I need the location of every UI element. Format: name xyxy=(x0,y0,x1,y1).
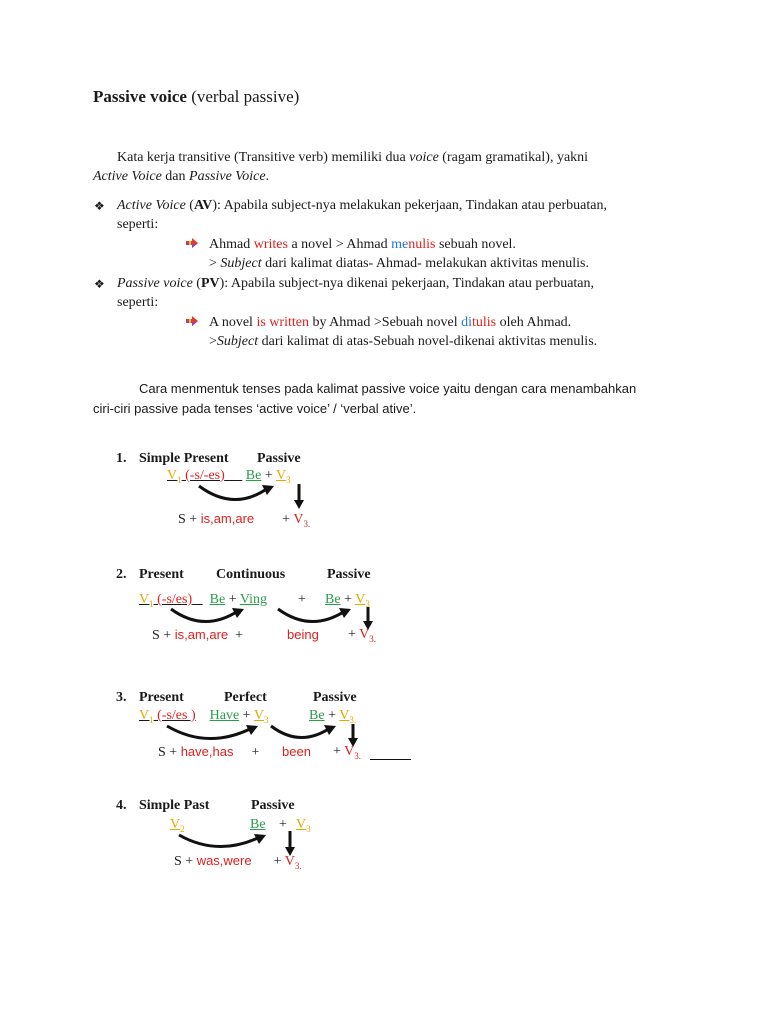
howto-line-2: ciri-ciri passive pada tenses ‘active voice’ / ‘verbal ative’. xyxy=(93,401,417,416)
section-3-passive: Passive xyxy=(313,690,357,705)
section-4-plus: + xyxy=(279,817,287,832)
section-2-heading-1: Present xyxy=(139,567,184,582)
section-2-number: 2. xyxy=(116,567,127,582)
section-4-be: Be xyxy=(250,817,266,832)
section-3-result: S + have,has + xyxy=(158,744,260,760)
section-3-result-v3: + $V_{3.}$ xyxy=(333,744,362,761)
section-1-result: $S + is,am,are + V_{3.}$ xyxy=(178,511,311,529)
down-arrow-icon xyxy=(293,484,305,510)
active-note: > Subject dari kalimat diatas- Ahmad- melakukan aktivitas menulis. xyxy=(209,256,589,271)
intro-line-2: Active Voice dan Passive Voice. xyxy=(93,169,270,184)
arrow-bullet-icon xyxy=(186,237,198,249)
section-1-passive: Passive xyxy=(257,451,301,466)
section-1-formula: $V_1$ (-s/-es) $Be + V_3$ xyxy=(167,468,291,485)
section-2-result: S + is,am,are + xyxy=(152,627,244,643)
section-2-formula-right: $Be + V_3$ xyxy=(325,592,370,609)
section-2-heading-2: Continuous xyxy=(216,567,286,582)
section-1-heading: Simple Present xyxy=(139,451,229,466)
diamond-bullet-icon: ❖ xyxy=(94,277,105,291)
title-bold: Passive voice xyxy=(93,87,187,106)
title-normal: (verbal passive) xyxy=(186,87,300,106)
section-4-v2: $V_2$ xyxy=(170,817,185,834)
section-2-result-v3: + $V_{3.}$ xyxy=(348,627,377,644)
passive-voice-definition: Passive voice (PV): Apabila subject-nya dikenai pekerjaan, Tindakan atau perbuatan, xyxy=(117,276,595,291)
intro-line-1: Kata kerja transitive (Transitive verb) memiliki dua voice (ragam gramatikal), yakni xyxy=(117,150,589,165)
active-voice-definition: Active Voice (AV): Apabila subject-nya melakukan pekerjaan, Tindakan atau perbuatan, xyxy=(117,198,607,213)
section-3-formula-right: $Be + V_{3.}$ xyxy=(309,708,357,725)
active-example: Ahmad writes a novel > Ahmad menulis sebuah novel. xyxy=(209,237,516,252)
underline-rule xyxy=(370,759,411,760)
howto-line-1: Cara menmentuk tenses pada kalimat passive voice yaitu dengan cara menambahkan xyxy=(139,381,637,396)
section-4-number: 4. xyxy=(116,798,127,813)
section-2-passive: Passive xyxy=(327,567,371,582)
section-3-been: been xyxy=(282,744,311,759)
section-4-heading: Simple Past xyxy=(139,798,210,813)
section-3-heading-2: Perfect xyxy=(224,690,267,705)
passive-voice-seperti: seperti: xyxy=(117,295,159,310)
section-3-formula-left: $V_1$ (-s/es ) Have + $V_3$ xyxy=(139,708,269,725)
active-voice-seperti: seperti: xyxy=(117,217,159,232)
passive-example: A novel is written by Ahmad >Sebuah novel ditulis oleh Ahmad. xyxy=(209,315,572,330)
section-4-result: S + was,were + $V_{3.}$ xyxy=(174,853,302,871)
section-2-formula-left: $V_1$ (-s/es) Be + Ving xyxy=(139,592,268,609)
section-2-being: being xyxy=(287,627,319,642)
page-title xyxy=(93,88,299,106)
section-4-passive: Passive xyxy=(251,798,295,813)
curved-arrow-icon xyxy=(196,484,276,510)
section-4-v3: $V_3$ xyxy=(296,817,311,834)
section-3-number: 3. xyxy=(116,690,127,705)
section-1-number: 1. xyxy=(116,451,127,466)
section-3-heading-1: Present xyxy=(139,690,184,705)
section-2-plus-mid: + xyxy=(298,592,306,607)
diamond-bullet-icon: ❖ xyxy=(94,199,105,213)
arrow-bullet-icon xyxy=(186,315,198,327)
passive-note: >Subject dari kalimat di atas-Sebuah novel-dikenai aktivitas menulis. xyxy=(209,334,598,349)
